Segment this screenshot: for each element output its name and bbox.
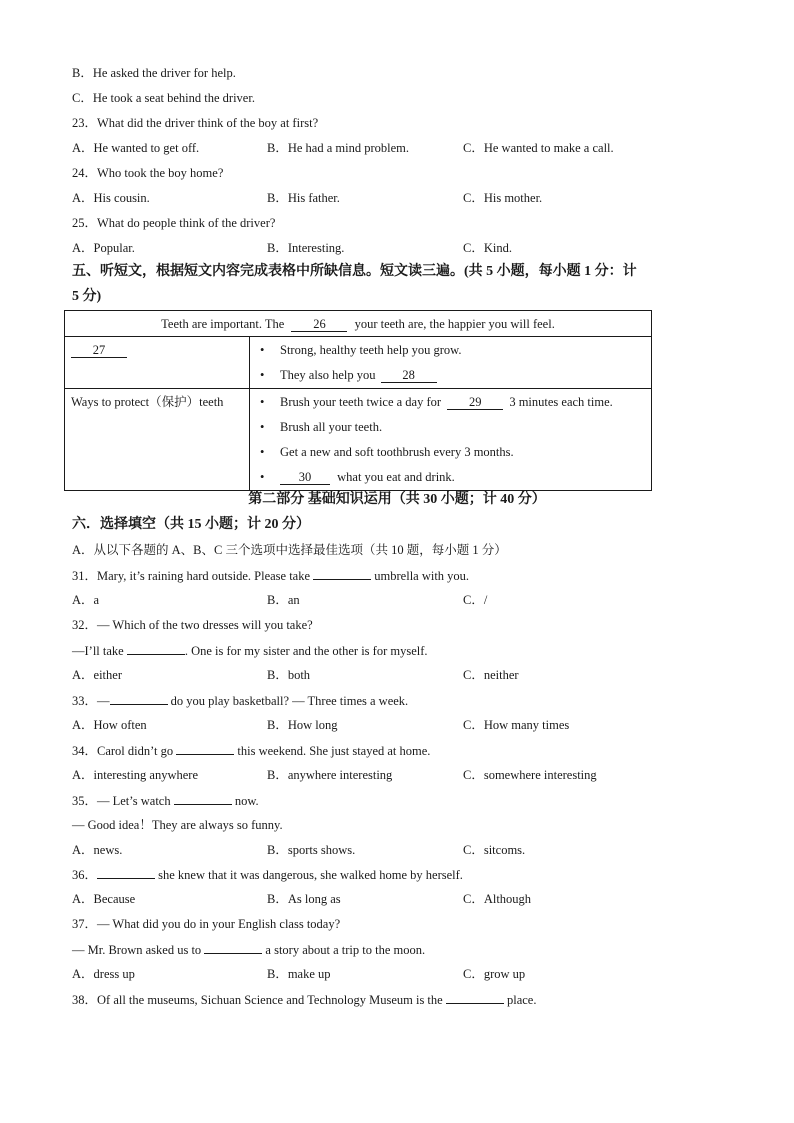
section-5-heading: 五、听短文，根据短文内容完成表格中所缺信息。短文读三遍。(共 5 小题，每小题 1 分：计 xyxy=(72,264,637,279)
option-b: B．an xyxy=(267,593,300,607)
option-b: B．As long as xyxy=(267,892,341,906)
question-33 xyxy=(72,692,408,709)
header-text-end: your teeth are, the happier you will feel. xyxy=(354,317,555,331)
options-23 xyxy=(72,140,672,156)
blank-27: 27 xyxy=(71,343,127,358)
option-b: B．sports shows. xyxy=(267,843,356,857)
answer-blank xyxy=(204,941,262,954)
question-24: 24．Who took the boy home? xyxy=(72,166,224,180)
blank-26: 26 xyxy=(291,317,347,332)
option-a: A．He wanted to get off. xyxy=(72,141,200,155)
answer-blank xyxy=(174,792,232,805)
question-text: 34．Carol didn’t go xyxy=(72,744,174,758)
question-34 xyxy=(72,742,430,759)
row-label: Ways to protect（保护）teeth xyxy=(71,395,224,409)
table-header-cell xyxy=(65,311,651,336)
option-a: A．either xyxy=(72,668,122,682)
bullet-icon: • xyxy=(260,470,265,484)
options-33 xyxy=(72,717,672,733)
option-c: C．grow up xyxy=(463,967,526,981)
option-c: C．/ xyxy=(463,593,488,607)
bullet-text: Get a new and soft toothbrush every 3 months. xyxy=(280,445,514,459)
option-a: A．a xyxy=(72,593,100,607)
blank-29: 29 xyxy=(447,395,503,410)
bullet-item xyxy=(250,337,651,363)
options-34 xyxy=(72,767,672,783)
bullet-text: Strong, healthy teeth help you grow. xyxy=(280,343,462,357)
bullet-item xyxy=(250,415,651,440)
options-35 xyxy=(72,842,672,858)
options-37 xyxy=(72,966,672,982)
question-text: —I’ll take xyxy=(72,644,124,658)
bullet-text: what you eat and drink. xyxy=(337,470,455,484)
table-row xyxy=(65,337,652,389)
answer-blank xyxy=(110,692,168,705)
section-6-heading: 六．选择填空（共 15 小题；计 20 分） xyxy=(72,517,310,532)
option-c: C．How many times xyxy=(463,718,570,732)
question-38 xyxy=(72,991,536,1008)
options-24 xyxy=(72,190,672,206)
options-36 xyxy=(72,891,672,907)
option-b: B．How long xyxy=(267,718,338,732)
option-a: A．Because xyxy=(72,892,136,906)
question-text: 35．— Let’s watch xyxy=(72,794,171,808)
bullet-text-end: 3 minutes each time. xyxy=(509,395,613,409)
question-text-end: she knew that it was dangerous, she walked home by herself. xyxy=(158,868,463,882)
subsection-a-instructions: A．从以下各题的 A、B、C 三个选项中选择最佳选项（共 10 题，每小题 1 分） xyxy=(72,543,507,557)
options-32 xyxy=(72,667,672,683)
option-a: A．How often xyxy=(72,718,147,732)
option-b: B．make up xyxy=(267,967,331,981)
info-table xyxy=(64,310,652,491)
option-c: C．neither xyxy=(463,668,519,682)
question-text-end: . One is for my sister and the other is for myself. xyxy=(184,644,428,658)
bullet-icon: • xyxy=(260,445,265,459)
bullet-icon: • xyxy=(260,420,265,434)
question-text-end: do you play basketball? — Three times a week. xyxy=(170,694,409,708)
bullet-icon: • xyxy=(260,343,265,357)
question-text-end: now. xyxy=(234,794,259,808)
option-c: C．somewhere interesting xyxy=(463,768,597,782)
question-text-end: a story about a trip to the moon. xyxy=(265,943,426,957)
option-b: B．He had a mind problem. xyxy=(267,141,409,155)
question-text: 31．Mary, it’s raining hard outside. Please take xyxy=(72,569,311,583)
question-text: 38．Of all the museums, Sichuan Science and Technology Museum is the xyxy=(72,993,443,1007)
bullet-item xyxy=(250,465,651,490)
option-b: B．His father. xyxy=(267,191,340,205)
answer-blank xyxy=(127,642,185,655)
answer-blank xyxy=(176,742,234,755)
bullet-text: Brush all your teeth. xyxy=(280,420,383,434)
question-37: 37．— What did you do in your English class today? xyxy=(72,917,341,931)
option-22-c: C．He took a seat behind the driver. xyxy=(72,91,255,105)
question-32-line2 xyxy=(72,642,428,659)
bullet-item xyxy=(250,363,651,388)
question-32: 32．— Which of the two dresses will you take? xyxy=(72,618,313,632)
answer-blank xyxy=(97,866,155,879)
options-25 xyxy=(72,240,672,256)
option-c: C．His mother. xyxy=(463,191,543,205)
question-text: 33．— xyxy=(72,694,110,708)
question-text: 36． xyxy=(72,868,98,882)
option-a: A．Popular. xyxy=(72,241,135,255)
bullet-item xyxy=(250,389,651,415)
question-23: 23．What did the driver think of the boy at first? xyxy=(72,116,319,130)
question-35-line2: — Good idea！They are always so funny. xyxy=(72,818,283,832)
bullet-icon: • xyxy=(260,395,265,409)
option-c: C．He wanted to make a call. xyxy=(463,141,614,155)
option-c: C．sitcoms. xyxy=(463,843,526,857)
options-31 xyxy=(72,592,672,608)
blank-28: 28 xyxy=(381,368,437,383)
option-a: A．interesting anywhere xyxy=(72,768,199,782)
question-text-end: this weekend. She just stayed at home. xyxy=(237,744,431,758)
table-row xyxy=(65,389,652,491)
question-text: — Mr. Brown asked us to xyxy=(72,943,202,957)
answer-blank xyxy=(313,567,371,580)
row-label xyxy=(65,337,249,363)
question-text-end: place. xyxy=(506,993,537,1007)
table-header-row xyxy=(65,311,652,337)
option-b: B．Interesting. xyxy=(267,241,345,255)
bullet-text: Brush your teeth twice a day for xyxy=(280,395,442,409)
option-a: A．dress up xyxy=(72,967,135,981)
option-c: C．Although xyxy=(463,892,532,906)
question-text-end: umbrella with you. xyxy=(374,569,470,583)
blank-30: 30 xyxy=(280,470,330,485)
header-text: Teeth are important. The xyxy=(161,317,285,331)
option-a: A．His cousin. xyxy=(72,191,150,205)
section-5-heading-cont: 5 分) xyxy=(72,289,102,304)
option-22-b: B．He asked the driver for help. xyxy=(72,66,236,80)
option-c: C．Kind. xyxy=(463,241,512,255)
bullet-item xyxy=(250,440,651,465)
question-31 xyxy=(72,567,469,584)
question-25: 25．What do people think of the driver? xyxy=(72,216,276,230)
option-b: B．both xyxy=(267,668,311,682)
question-35 xyxy=(72,792,259,809)
answer-blank xyxy=(446,991,504,1004)
option-b: B．anywhere interesting xyxy=(267,768,393,782)
option-a: A．news. xyxy=(72,843,123,857)
part-2-title: 第二部分 基础知识运用（共 30 小题；计 40 分） xyxy=(248,492,546,507)
question-36 xyxy=(72,866,463,883)
question-37-line2 xyxy=(72,941,425,958)
bullet-text: They also help you xyxy=(280,368,376,382)
bullet-icon: • xyxy=(260,368,265,382)
